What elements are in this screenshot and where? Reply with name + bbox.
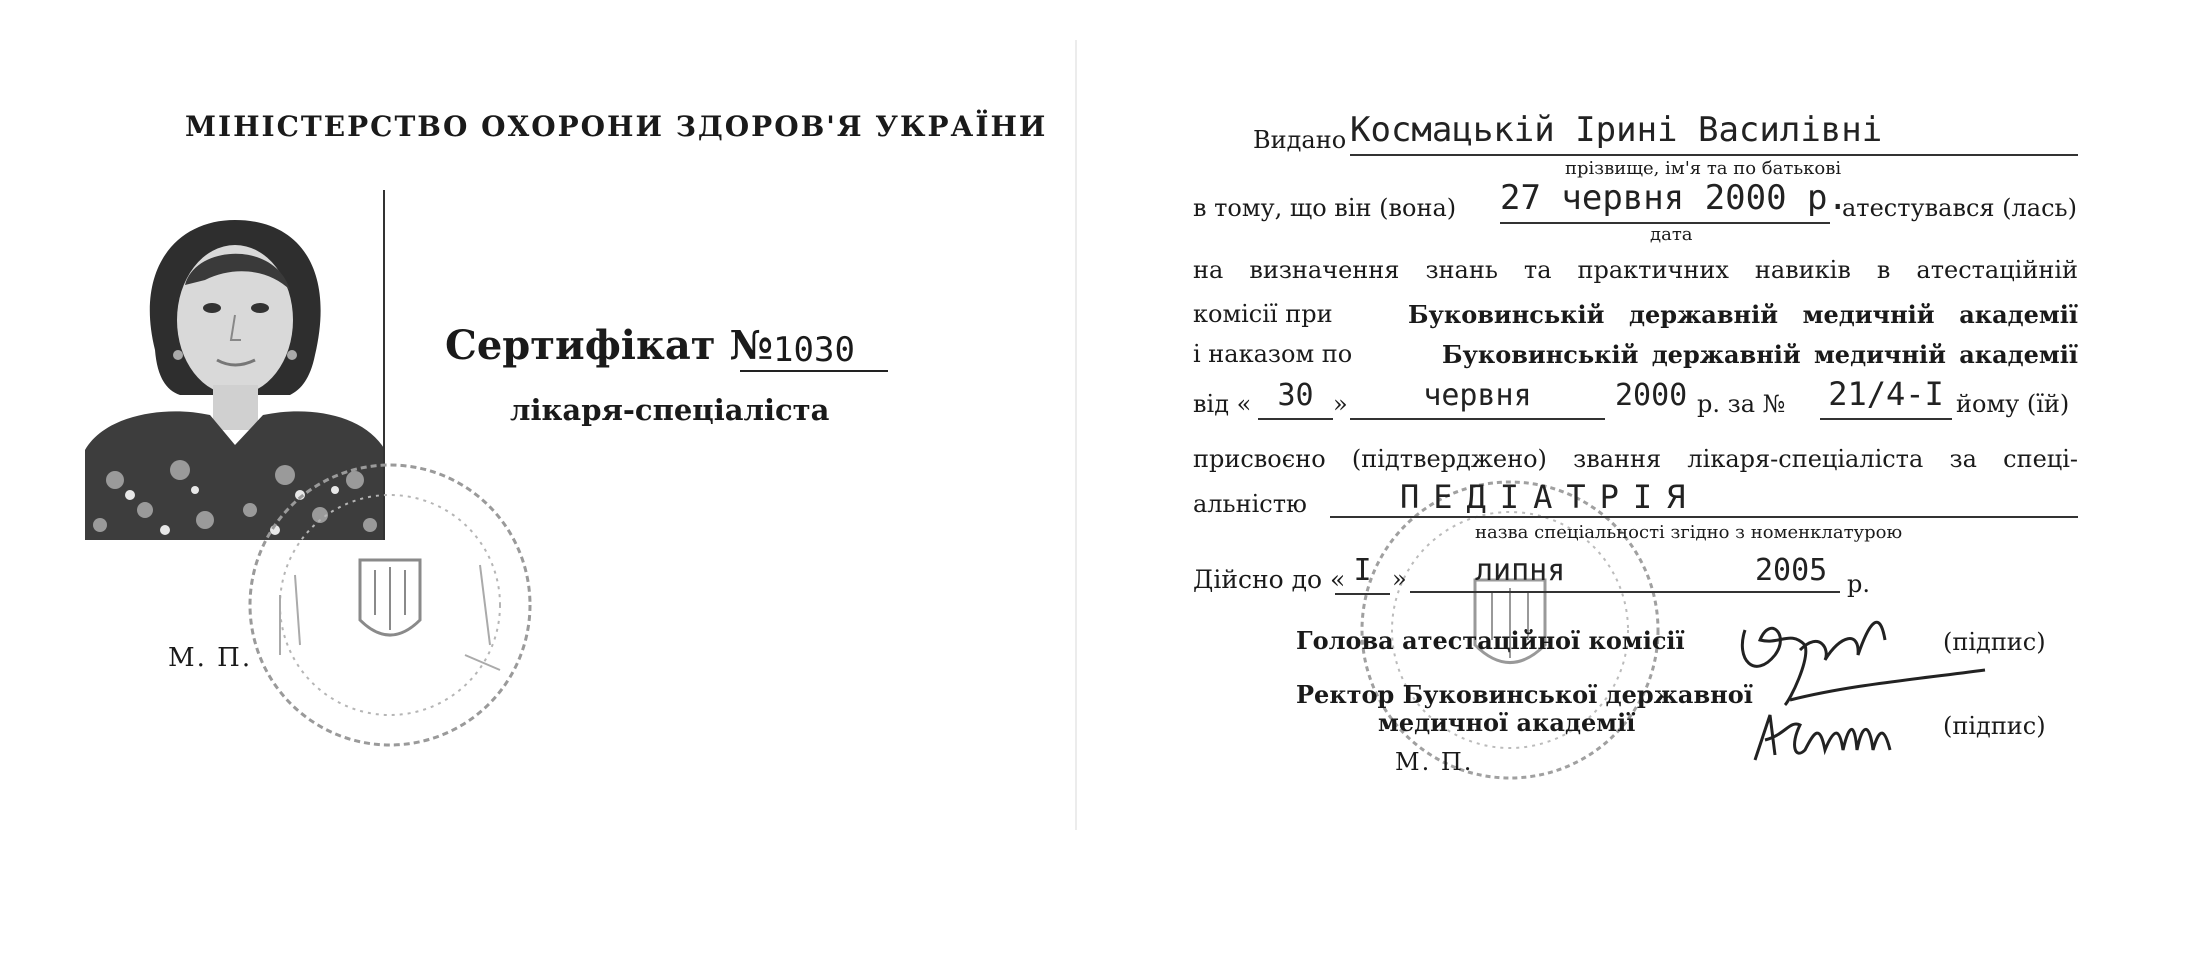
specialty-name: ПЕДІАТРІЯ <box>1330 478 2078 518</box>
ministry-heading: МІНІСТЕРСТВО ОХОРОНИ ЗДОРОВ'Я УКРАЇНИ <box>185 110 1048 143</box>
commission-head-label: Голова атестаційної комісії <box>1296 626 1685 655</box>
signature-label-1: (підпис) <box>1943 628 2046 656</box>
right-seal-label: М. П. <box>1395 748 1474 776</box>
valid-until-label: Дійсно до « <box>1193 565 1346 594</box>
order-year-suffix: р. за № <box>1697 390 1786 418</box>
date-caption: дата <box>1650 224 1693 245</box>
that-label: в тому, що він (вона) <box>1193 194 1457 222</box>
text-line-7: присвоєно (підтверджено) звання лікаря-спеціаліста за спеці- <box>1193 445 2078 473</box>
commission-head-signature <box>1730 600 1990 714</box>
order-day: 30 <box>1258 378 1333 420</box>
order-from-label: від « <box>1193 390 1252 418</box>
text-line-3: на визначення знань та практичних навиків в атестаційній <box>1193 256 2078 284</box>
academy-name-1: Буковинській державній медичній академії <box>1408 300 2078 329</box>
specialty-label: альністю <box>1193 490 1307 518</box>
valid-day: І <box>1335 553 1390 595</box>
signature-label-2: (підпис) <box>1943 712 2046 740</box>
attested-label: атестувався (лась) <box>1842 194 2077 222</box>
page-fold <box>1075 40 1077 830</box>
certificate-title: Сертифікат № <box>445 322 773 369</box>
left-seal-label: М. П. <box>168 643 253 673</box>
order-day-close: » <box>1333 390 1348 418</box>
rector-label-line-2: медичної академії <box>1378 708 1636 737</box>
text-line-5-prefix: і наказом по <box>1193 340 1353 368</box>
valid-year: 2005 <box>1755 553 1828 588</box>
academy-name-2: Буковинській державній медичній академії <box>1442 340 2078 369</box>
certificate-number: 1030 <box>740 330 888 372</box>
order-suffix: йому (їй) <box>1956 390 2070 418</box>
attestation-date: 27 червня 2000 р. <box>1500 178 1830 224</box>
issued-label: Видано <box>1253 126 1347 154</box>
order-number: 21/4-І <box>1820 375 1952 420</box>
valid-day-close: » <box>1392 565 1407 593</box>
rector-label-line-1: Ректор Буковинської державної <box>1296 680 1753 709</box>
text-line-4-prefix: комісії при <box>1193 300 1333 328</box>
valid-month: липня <box>1410 553 1840 593</box>
rector-signature <box>1745 705 1915 779</box>
certificate-subtitle: лікаря-спеціаліста <box>510 393 830 427</box>
order-month: червня <box>1350 378 1605 420</box>
order-year: 2000 <box>1615 378 1688 413</box>
left-seal-stamp <box>240 455 540 755</box>
holder-name: Космацькій Ірині Василівні <box>1350 110 2078 156</box>
holder-name-caption: прізвище, ім'я та по батькові <box>1565 158 1842 179</box>
specialty-caption: назва спеціальності згідно з номенклатурою <box>1475 522 1903 543</box>
valid-year-suffix: р. <box>1847 570 1870 598</box>
